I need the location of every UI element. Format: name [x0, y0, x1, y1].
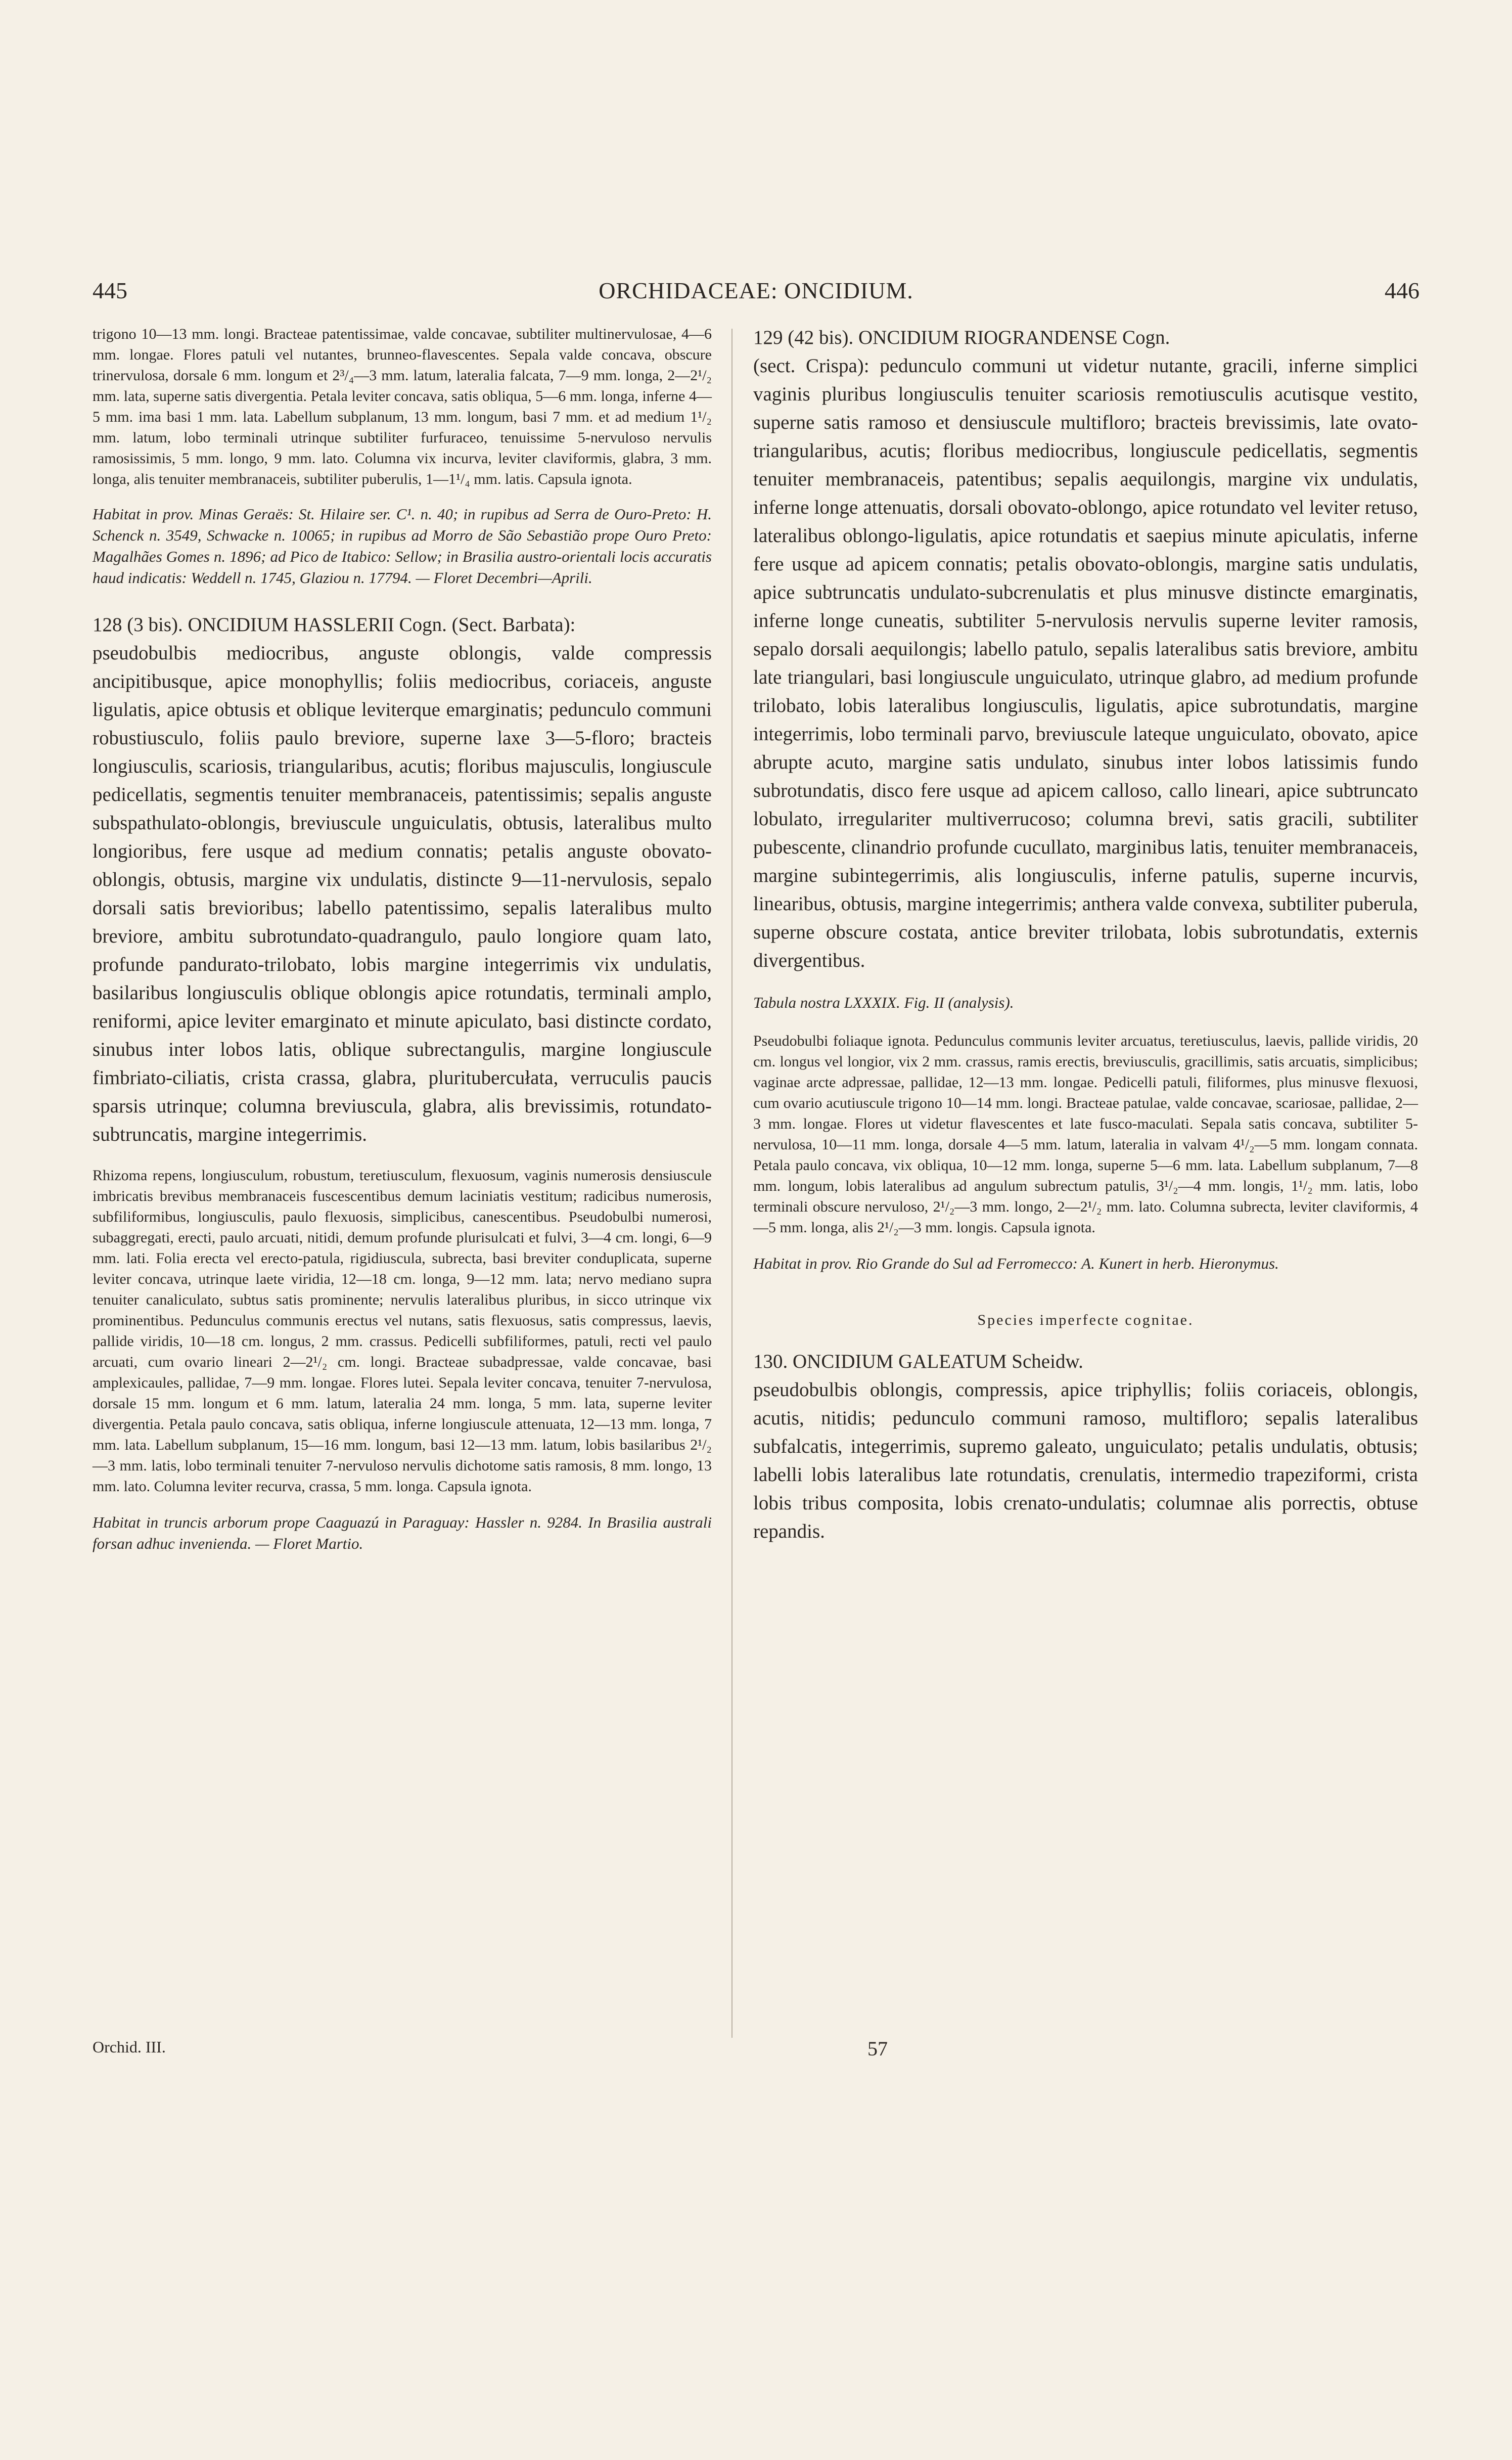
sheet-number: 57	[867, 2037, 888, 2060]
page-number-left: 445	[93, 278, 127, 303]
species-130-heading: 130. ONCIDIUM GALEATUM Scheidw.	[753, 1351, 1083, 1372]
species-129-heading: 129 (42 bis). ONCIDIUM RIOGRANDENSE Cogn.	[753, 327, 1170, 348]
running-header	[93, 277, 1419, 307]
left-column	[93, 324, 712, 1554]
column-divider	[731, 329, 732, 2038]
running-title: ORCHIDACEAE: ONCIDIUM.	[599, 278, 913, 303]
description-continued: trigono 10—13 mm. longi. Bracteae patentissimae, valde concavae, subtiliter multinervulosae, 4—6 mm. longae. Flores patuli vel nutantes, brunneo-flavescentes. Sepala valde concava, obscure trinervulosa, dorsale 6 mm. longum et 2³/₄—3 mm. latum, lateralia falcata, 7—9 mm. longa, 2—2¹/₂ mm. lata, superne satis divergentia. Petala leviter concava, satis obliqua, 5—6 mm. longa, inferne 4—5 mm. ima basi 1 mm. lata. Labellum subplanum, 13 mm. longum, basi 7 mm. et ad medium 1¹/₂ mm. latum, lobo terminali utrinque subtiliter furfuraceo, tenuissime 5-nervuloso nervulis ramosissimis, 5 mm. longo, 9 mm. lato. Columna vix incurva, leviter claviformis, glabra, 3 mm. longa, alis tenuiter membranaceis, subtiliter puberulis, 1—1¹/₄ mm. latis. Capsula ignota.	[93, 326, 712, 487]
species-128-description: Rhizoma repens, longiusculum, robustum, teretiusculum, flexuosum, vaginis numerosis densiuscule imbricatis brevibus membranaceis fuscescentibus demum laciniatis vestitum; radicibus numerosis, subfiliformibus, longiusculis, paulo flexuosis, simplicibus, canescentibus. Pseudobulbi numerosi, subaggregati, erecti, paulo arcuati, nitidi, demum profunde plurisulcati et fulvi, 3—4 cm. longi, 6—9 mm. lati. Folia erecta vel erecto-patula, rigidiuscula, subrecta, basi breviter conduplicata, superne leviter concava, utrinque laete viridia, 12—18 cm. longa, 9—12 mm. lata; nervo mediano supra tenuiter canaliculato, subtus satis prominente; nervulis lateralibus pluribus, in sicco utrinque vix prominentibus. Pedunculus communis erectus vel nutans, satis flexuosus, satis compressus, laevis, pallide viridis, 10—18 cm. longus, 2 mm. crassus. Pedicelli subfiliformes, patuli, recti vel paulo arcuati, cum ovario lineari 2—2¹/₂ cm. longi. Bracteae subadpressae, valde concavae, basi amplexicaules, pallidae, 7—9 mm. longae. Flores lutei. Sepala leviter concava, tenuiter 7-nervulosa, dorsale 15 mm. longum et 6 mm. latum, lateralia 24 mm. longa, 5 mm. lata, superne leviter divergentia. Petala paulo concava, satis obliqua, inferne longiuscule attenuata, 12—13 mm. longa, 7 mm. lata. Labellum subplanum, 15—16 mm. longum, basi 12—13 mm. latum, lobis basilaribus 2¹/₂—3 mm. latis, lobo terminali tenuiter 7-nervuloso nervulis dichotome satis ramosis, 8 mm. longo, 13 mm. lato. Columna leviter recurva, crassa, 5 mm. longa. Capsula ignota.	[93, 1167, 712, 1495]
habitat-129: Habitat in prov. Rio Grande do Sul ad Ferromecco: A. Kunert in herb. Hieronymus.	[753, 1255, 1279, 1272]
species-129-description: Pseudobulbi foliaque ignota. Pedunculus communis leviter arcuatus, teretiusculus, laevis, pallide viridis, 20 cm. longus vel longior, vix 2 mm. crassus, ramis erectis, breviusculis, gracillimis, satis arcuatis, simplicibus; vaginae arcte adpressae, pallidae, 12—13 mm. longae. Pedicelli patuli, filiformes, plus minusve flexuosi, cum ovario acutiuscule trigono 10—14 mm. longi. Bracteae patulae, valde concavae, scariosae, pallidae, 2—3 mm. longae. Flores ut videtur flavescentes et late fusco-maculati. Sepala satis concava, subtiliter 5-nervulosa, 10—11 mm. longa, dorsale 4—5 mm. latum, lateralia in valvam 4¹/₂—5 mm. longam connata. Petala paulo concava, vix obliqua, 10—12 mm. longa, superne 5—6 mm. lata. Labellum subplanum, 7—8 mm. longum, lobis lateralibus ad angulum subrectum patulis, 3¹/₂—4 mm. longis, 1¹/₂ mm. latis, lobo terminali obscure nervuloso, 2¹/₂—3 mm. longo, 2—2¹/₂ mm. lato. Columna subrecta, leviter claviformis, 4—5 mm. longa, alis 2¹/₂—3 mm. longis. Capsula ignota.	[753, 1033, 1418, 1236]
species-129-diagnosis: (sect. Crispa): pedunculo communi ut videtur nutante, gracili, inferne simplici vaginis pluribus longiusculis tenuiter scariosis remotiusculis acutisque vestito, superne satis ramoso et densiuscule multifloro; bracteis brevissimis, late ovato-triangularibus, acutis; floribus mediocribus, longiuscule pedicellatis, segmentis tenuiter membranaceis, patentibus; sepalis aequilongis, margine vix undulatis, inferne longe attenuatis, dorsali obovato-oblongo, apice rotundato vel leviter retuso, lateralibus oblongo-ligulatis, apice rotundatis et saepius minute apiculatis, inferne fere usque ad apicem connatis; petalis obovato-oblongis, margine satis undulatis, apice subtruncatis undulato-subcrenulatis et plus minusve distincte emarginatis, inferne longe cuneatis, subtiliter 5-nervulosis nervulis superne leviter ramosis, sepalo dorsali aequilongis; labello patulo, sepalis lateralibus satis breviore, ambitu late triangulari, basi longiuscule unguiculato, utrinque glabro, ad medium profunde trilobato, lobis lateralibus longiusculis, ligulatis, apice subrotundatis, margine integerrimis, lobo terminali parvo, breviuscule lateque unguiculato, obovato, apice abrupte acuto, margine satis undulato, sinubus inter lobos latissimis fundo subrotundatis, disco fere usque ad apicem calloso, callo lineari, apice subtruncato lobulato, irregulariter multiverrucoso; columna brevi, satis gracili, subtiliter pubescente, clinandrio profunde cucullato, marginibus latis, tenuiter membranaceis, margine subintegerrimis, alis longiusculis, inferne patulis, superne incurvis, linearibus, obtusis, margine integerrimis; anthera valde convexa, subtiliter puberula, superne obscure costata, antice breviter trilobata, lobis subrotundatis, externis divergentibus.	[753, 355, 1418, 971]
species-130-diagnosis: pseudobulbis oblongis, compressis, apice triphyllis; foliis coriaceis, oblongis, acutis, nitidis; pedunculo communi ramoso, multifloro; sepalis lateralibus subfalcatis, integerrimis, supremo galeato, unguiculato; petalis undulatis, obtusis; labelli lobis lateralibus late rotundatis, crenulatis, intermedio trapeziformi, crista lobis tribus composita, lobis crenato-undulatis; columnae alis porrectis, obtuse repandis.	[753, 1379, 1418, 1542]
habitat-127: Habitat in prov. Minas Geraës: St. Hilaire ser. C¹. n. 40; in rupibus ad Serra de Ouro-Preto: H. Schenck n. 3549, Schwacke n. 10065; in rupibus ad Morro de São Sebastião prope Ouro Preto: Magalhães Gomes n. 1896; ad Pico de Itabico: Sellow; in Brasilia austro-orientali locis accuratis haud indicatis: Weddell n. 1745, Glaziou n. 17794. — Floret Decembri—Aprili.	[93, 505, 712, 587]
habitat-128: Habitat in truncis arborum prope Caaguazú in Paraguay: Hassler n. 9284. In Brasilia australi forsan adhuc invenienda. — Floret Martio.	[93, 1513, 712, 1552]
section-heading: Species imperfecte cognitae.	[977, 1312, 1194, 1328]
species-128-heading: 128 (3 bis). ONCIDIUM HASSLERII Cogn. (Sect. Barbata):	[93, 614, 576, 636]
page-number-right: 446	[1385, 278, 1419, 303]
plate-reference: Tabula nostra LXXXIX. Fig. II (analysis).	[753, 994, 1014, 1011]
right-column	[753, 324, 1418, 1546]
species-128-diagnosis: pseudobulbis mediocribus, anguste oblongis, valde compressis ancipitibusque, apice monophyllis; foliis mediocribus, coriaceis, anguste ligulatis, apice obtusis et oblique leviterque emarginatis; pedunculo communi robustiusculo, foliis paulo breviore, superne laxe 3—5-floro; bracteis longiusculis, scariosis, triangularibus, acutis; floribus majusculis, longiuscule pedicellatis, segmentis tenuiter membranaceis, patentissimis; sepalis anguste subspathulato-oblongis, breviuscule unguiculatis, obtusis, lateralibus multo longioribus, fere usque ad medium connatis; petalis anguste obovato-oblongis, obtusis, margine vix undulatis, distincte 9—11-nervulosis, sepalo dorsali satis brevioribus; labello patentissimo, sepalis lateralibus multo breviore, ambitu subrotundato-quadrangulo, paulo longiore quam lato, profunde pandurato-trilobato, lobis margine integerrimis vix undulatis, basilaribus longiusculis oblique oblongis apice rotundatis, terminali amplo, reniformi, apice leviter emarginato et minute apiculato, basi distincte cordato, sinubus inter lobos latis, oblique subrectangulis, margine longiuscule fimbriato-ciliatis, crista crassa, glabra, pluritubercułata, verruculis paucis sparsis utrinque; columna breviuscula, glabra, alis brevissimis, rotundato-subtruncatis, margine integerrimis.	[93, 642, 712, 1145]
signature-mark: Orchid. III.	[93, 2038, 166, 2056]
